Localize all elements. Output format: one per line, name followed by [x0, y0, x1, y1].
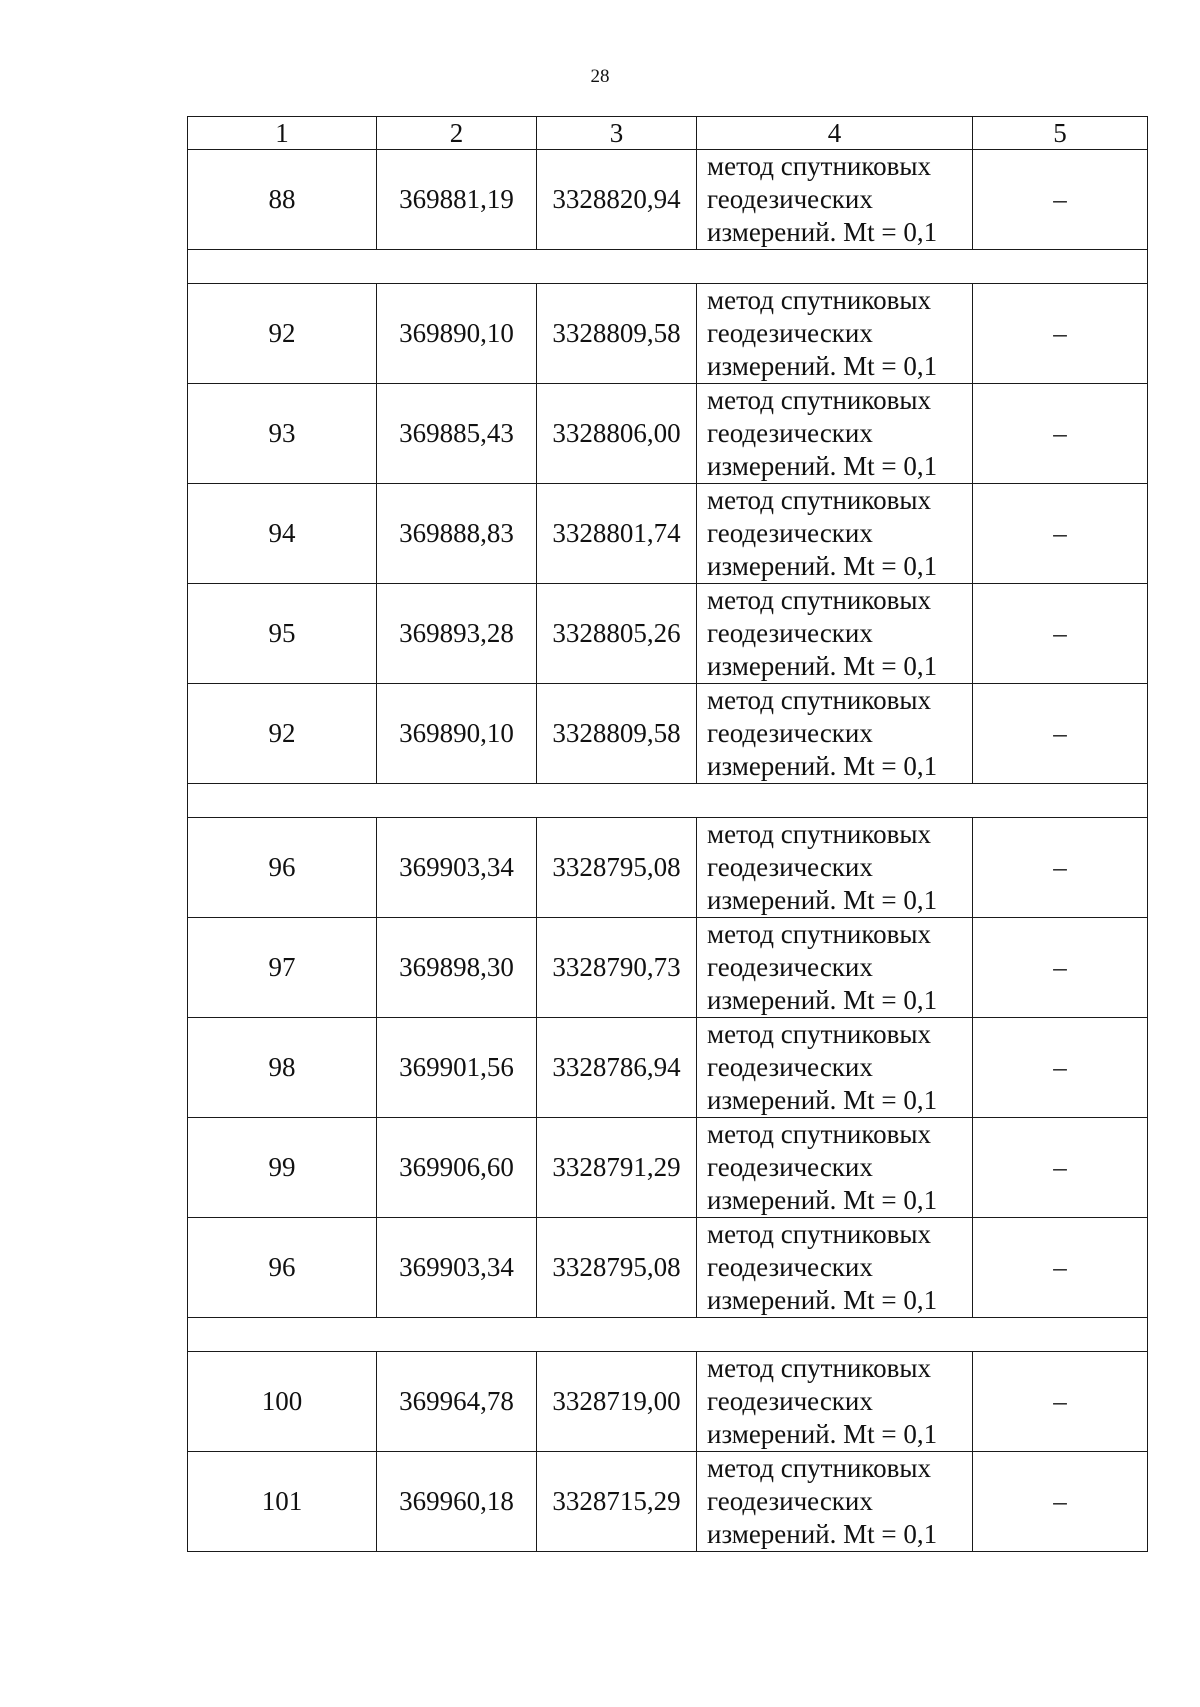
method-line: метод спутниковых	[707, 1219, 931, 1249]
point-number-cell: 93	[188, 384, 377, 484]
table-row	[188, 918, 1148, 1018]
y-coordinate-cell: 3328791,29	[537, 1118, 697, 1218]
method-line: измерений. Mt = 0,1	[707, 651, 938, 681]
note-cell: –	[973, 284, 1148, 384]
note-cell: –	[973, 150, 1148, 250]
method-cell	[697, 384, 973, 484]
method-line: метод спутниковых	[707, 919, 931, 949]
note-cell: –	[973, 918, 1148, 1018]
point-number-cell: 95	[188, 584, 377, 684]
note-cell: –	[973, 818, 1148, 918]
table-row	[188, 284, 1148, 384]
method-line: метод спутниковых	[707, 285, 931, 315]
method-line: метод спутниковых	[707, 385, 931, 415]
y-coordinate-cell: 3328809,58	[537, 684, 697, 784]
table-row	[188, 1118, 1148, 1218]
table-row	[188, 384, 1148, 484]
method-cell	[697, 918, 973, 1018]
table-separator-row	[188, 250, 1148, 284]
x-coordinate-cell: 369903,34	[377, 818, 537, 918]
method-line: метод спутниковых	[707, 1353, 931, 1383]
header-cell-5: 5	[973, 117, 1148, 150]
header-cell-4: 4	[697, 117, 973, 150]
point-number-cell: 98	[188, 1018, 377, 1118]
table-header-row	[188, 117, 1148, 150]
point-number-cell: 100	[188, 1352, 377, 1452]
x-coordinate-cell: 369893,28	[377, 584, 537, 684]
method-cell	[697, 150, 973, 250]
method-cell	[697, 1018, 973, 1118]
method-cell	[697, 818, 973, 918]
method-cell	[697, 684, 973, 784]
method-line: метод спутниковых	[707, 485, 931, 515]
method-line: метод спутниковых	[707, 151, 931, 181]
method-cell	[697, 484, 973, 584]
table-row	[188, 818, 1148, 918]
method-line: геодезических	[707, 184, 873, 214]
table-separator-row	[188, 1318, 1148, 1352]
x-coordinate-cell: 369898,30	[377, 918, 537, 1018]
method-line: измерений. Mt = 0,1	[707, 751, 938, 781]
page-number: 28	[590, 66, 610, 87]
method-line: метод спутниковых	[707, 1019, 931, 1049]
table-row	[188, 1018, 1148, 1118]
y-coordinate-cell: 3328805,26	[537, 584, 697, 684]
method-line: измерений. Mt = 0,1	[707, 1519, 938, 1549]
separator-cell	[188, 784, 1148, 818]
x-coordinate-cell: 369890,10	[377, 284, 537, 384]
method-line: измерений. Mt = 0,1	[707, 551, 938, 581]
y-coordinate-cell: 3328790,73	[537, 918, 697, 1018]
note-cell: –	[973, 684, 1148, 784]
x-coordinate-cell: 369885,43	[377, 384, 537, 484]
method-line: геодезических	[707, 418, 873, 448]
note-cell: –	[973, 384, 1148, 484]
method-line: геодезических	[707, 718, 873, 748]
method-line: геодезических	[707, 952, 873, 982]
method-line: измерений. Mt = 0,1	[707, 1185, 938, 1215]
method-line: метод спутниковых	[707, 585, 931, 615]
header-cell-3: 3	[537, 117, 697, 150]
y-coordinate-cell: 3328719,00	[537, 1352, 697, 1452]
point-number-cell: 92	[188, 684, 377, 784]
table-row	[188, 1352, 1148, 1452]
note-cell: –	[973, 1352, 1148, 1452]
table-separator-row	[188, 784, 1148, 818]
table-row	[188, 484, 1148, 584]
x-coordinate-cell: 369881,19	[377, 150, 537, 250]
x-coordinate-cell: 369906,60	[377, 1118, 537, 1218]
table-row	[188, 150, 1148, 250]
method-line: метод спутниковых	[707, 819, 931, 849]
method-line: измерений. Mt = 0,1	[707, 451, 938, 481]
y-coordinate-cell: 3328715,29	[537, 1452, 697, 1552]
table-row	[188, 684, 1148, 784]
point-number-cell: 97	[188, 918, 377, 1018]
table-row	[188, 1452, 1148, 1552]
x-coordinate-cell: 369901,56	[377, 1018, 537, 1118]
note-cell: –	[973, 1118, 1148, 1218]
method-line: измерений. Mt = 0,1	[707, 885, 938, 915]
method-line: измерений. Mt = 0,1	[707, 1285, 938, 1315]
method-line: геодезических	[707, 1486, 873, 1516]
method-line: геодезических	[707, 318, 873, 348]
method-line: измерений. Mt = 0,1	[707, 985, 938, 1015]
method-cell	[697, 584, 973, 684]
method-line: геодезических	[707, 618, 873, 648]
point-number-cell: 96	[188, 818, 377, 918]
x-coordinate-cell: 369903,34	[377, 1218, 537, 1318]
note-cell: –	[973, 1452, 1148, 1552]
y-coordinate-cell: 3328820,94	[537, 150, 697, 250]
method-line: метод спутниковых	[707, 1119, 931, 1149]
method-line: метод спутниковых	[707, 685, 931, 715]
note-cell: –	[973, 1018, 1148, 1118]
y-coordinate-cell: 3328795,08	[537, 1218, 697, 1318]
point-number-cell: 96	[188, 1218, 377, 1318]
note-cell: –	[973, 484, 1148, 584]
separator-cell	[188, 1318, 1148, 1352]
point-number-cell: 94	[188, 484, 377, 584]
separator-cell	[188, 250, 1148, 284]
method-line: геодезических	[707, 1052, 873, 1082]
point-number-cell: 88	[188, 150, 377, 250]
y-coordinate-cell: 3328786,94	[537, 1018, 697, 1118]
method-cell	[697, 1118, 973, 1218]
method-line: измерений. Mt = 0,1	[707, 351, 938, 381]
method-line: измерений. Mt = 0,1	[707, 217, 938, 247]
method-line: геодезических	[707, 1386, 873, 1416]
x-coordinate-cell: 369888,83	[377, 484, 537, 584]
x-coordinate-cell: 369964,78	[377, 1352, 537, 1452]
method-cell	[697, 1352, 973, 1452]
method-cell	[697, 1452, 973, 1552]
table-row	[188, 584, 1148, 684]
header-cell-2: 2	[377, 117, 537, 150]
method-line: геодезических	[707, 1152, 873, 1182]
y-coordinate-cell: 3328801,74	[537, 484, 697, 584]
point-number-cell: 101	[188, 1452, 377, 1552]
method-line: измерений. Mt = 0,1	[707, 1085, 938, 1115]
y-coordinate-cell: 3328809,58	[537, 284, 697, 384]
y-coordinate-cell: 3328795,08	[537, 818, 697, 918]
table-row	[188, 1218, 1148, 1318]
method-line: измерений. Mt = 0,1	[707, 1419, 938, 1449]
coordinates-table	[187, 116, 1148, 1552]
header-cell-1: 1	[188, 117, 377, 150]
y-coordinate-cell: 3328806,00	[537, 384, 697, 484]
x-coordinate-cell: 369960,18	[377, 1452, 537, 1552]
method-line: метод спутниковых	[707, 1453, 931, 1483]
point-number-cell: 99	[188, 1118, 377, 1218]
method-cell	[697, 1218, 973, 1318]
method-cell	[697, 284, 973, 384]
method-line: геодезических	[707, 1252, 873, 1282]
method-line: геодезических	[707, 518, 873, 548]
note-cell: –	[973, 1218, 1148, 1318]
method-line: геодезических	[707, 852, 873, 882]
note-cell: –	[973, 584, 1148, 684]
x-coordinate-cell: 369890,10	[377, 684, 537, 784]
point-number-cell: 92	[188, 284, 377, 384]
